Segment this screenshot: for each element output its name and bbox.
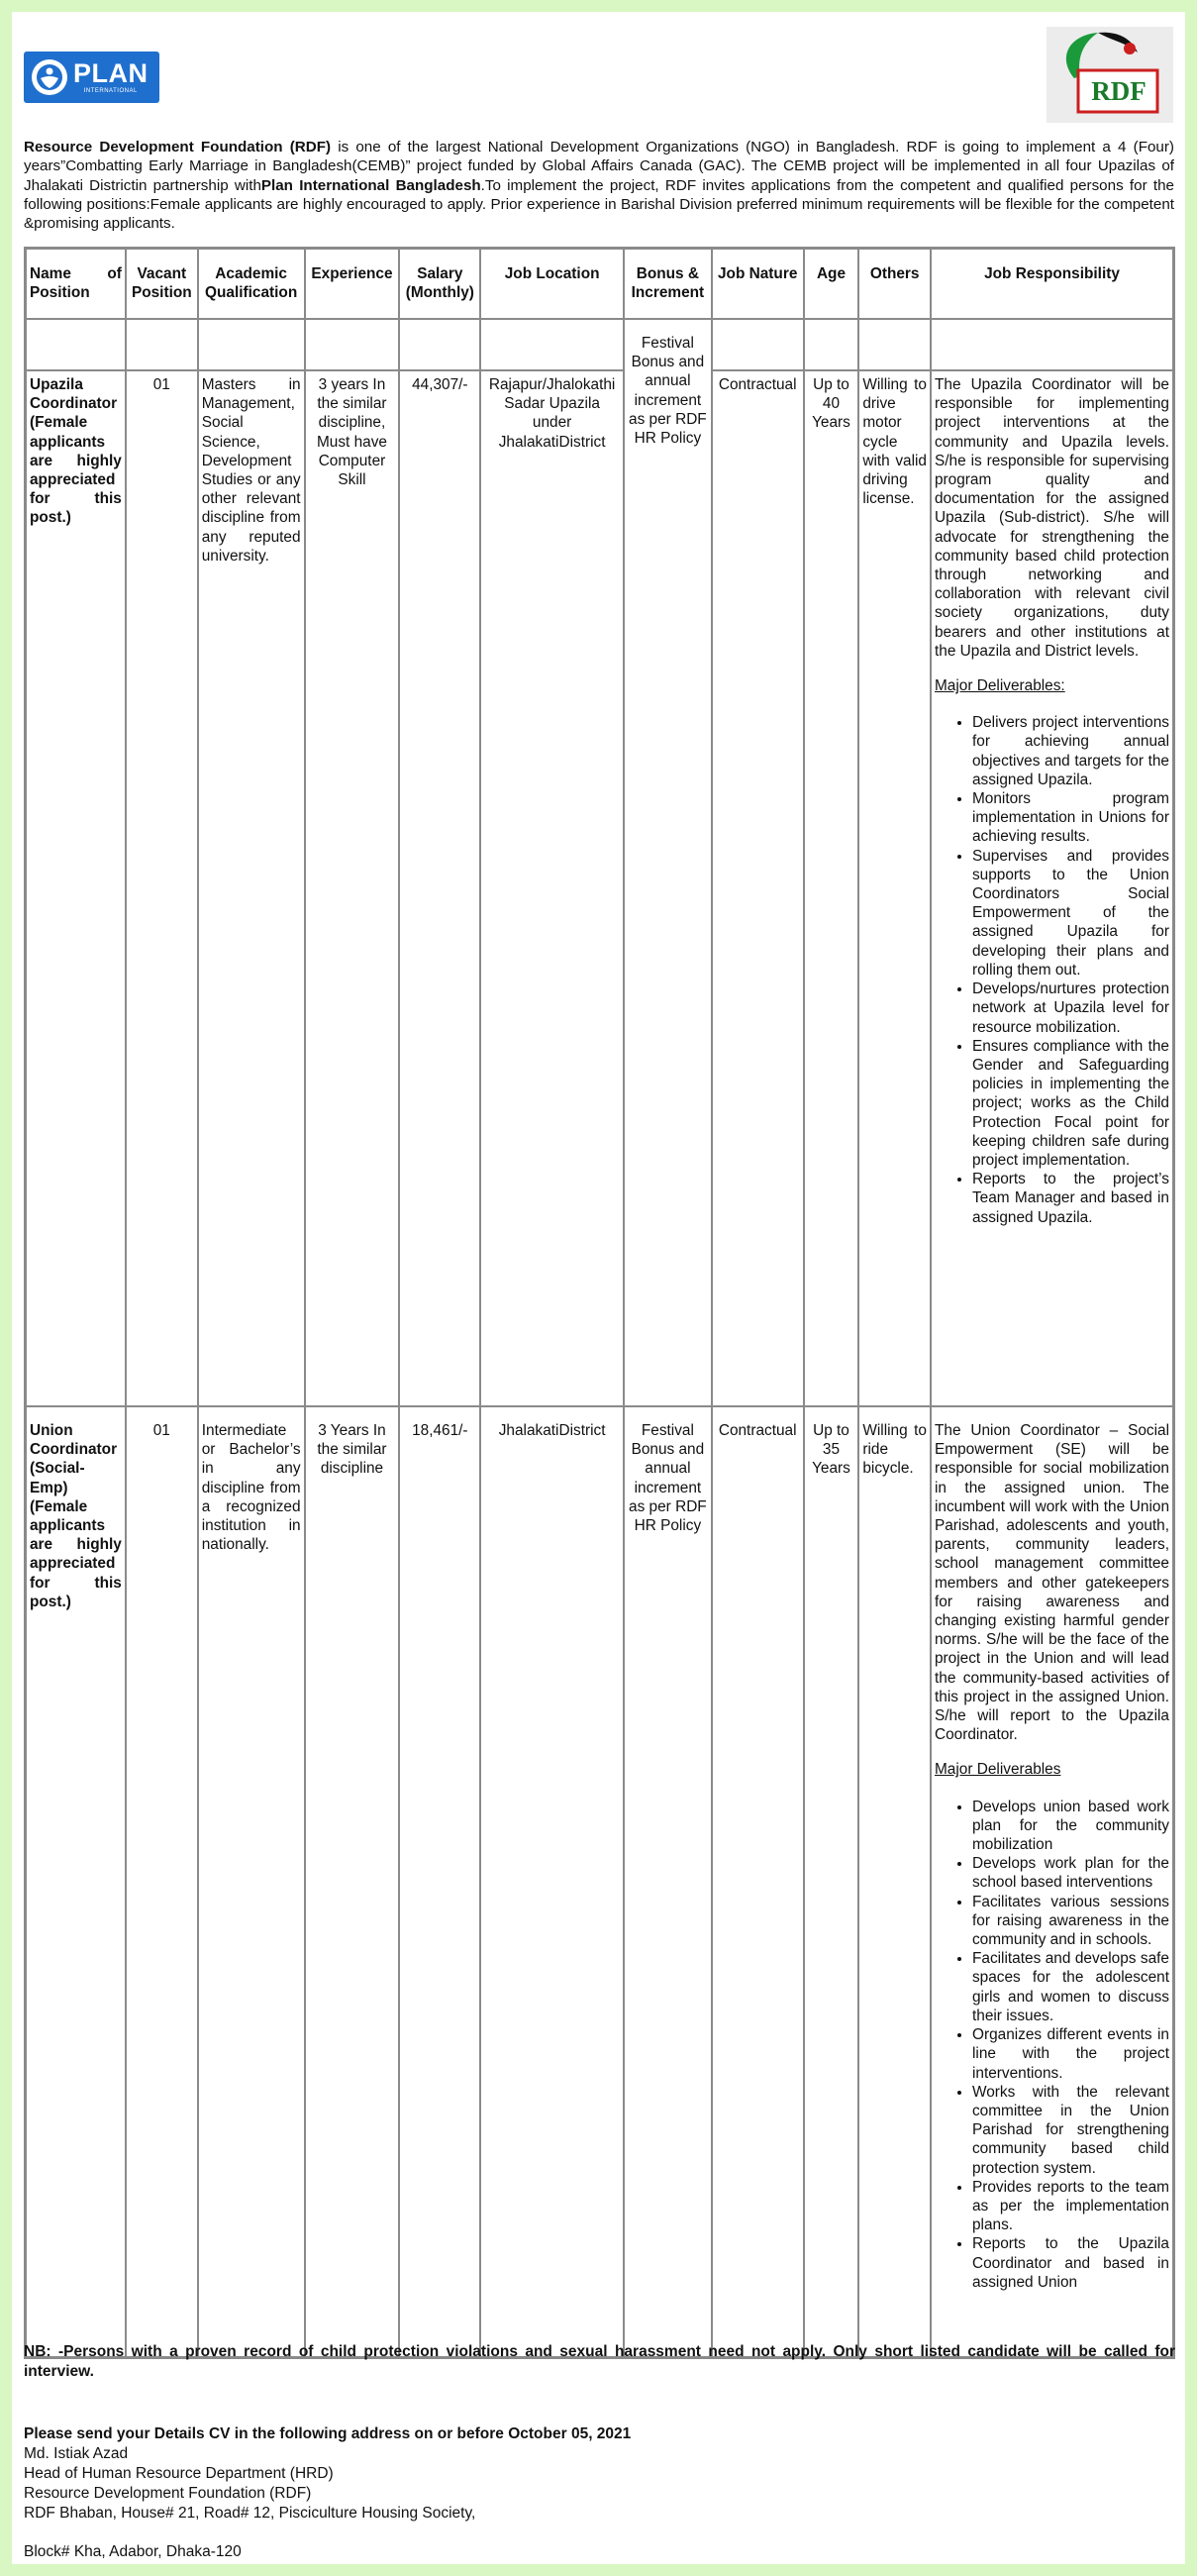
deliverable-item: • Develops work plan for the school based interventions [972,1854,1169,1892]
rdf-logo [1047,27,1173,123]
plan-logo-sub: INTERNATIONAL [83,88,138,94]
plan-logo-name: PLAN [73,58,149,88]
academic-qualification: Intermediate or Bachelor’s in any discipline from a recognized institution in nationally. [198,1406,305,2357]
contact-line: Head of Human Resource Department (HRD) [24,2465,334,2482]
header-experience: Experience [305,249,400,319]
responsibility-summary: The Union Coordinator – Social Empowerment (SE) will be responsible for social mobilization in the assigned union. The incumbent will work with the Union Parishad, adolescents and youth, parents, community leaders, school management committee members and other gatekeepers for raising awareness and changing existing harmful gender norms. S/he will be the face of the project in the Union and will lead the community-based activities of this project in the assigned Union. S/he will report to the Upazila Coordinator. [934,1422,1169,1744]
contact-line: Md. Istiak Azad [24,2445,129,2462]
age-limit: Up to 40 Years [804,370,859,1406]
deliverable-item: • Organizes different events in line with the project interventions. [972,2025,1169,2083]
header-academic-qualification: Academic Qualification [198,249,305,319]
experience: 3 Years In the similar discipline [305,1406,400,2357]
job-responsibility [931,370,1173,1406]
intro-paragraph [24,138,1174,233]
contact-line: RDF Bhaban, House# 21, Road# 12, Pisciculture Housing Society, [24,2505,476,2522]
job-location: Rajapur/Jhalokathi Sadar Upazila under JhalakatiDistrict [480,370,624,1406]
deliverable-item: • Develops union based work plan for the community mobilization [972,1798,1169,1855]
header-job-location: Job Location [480,249,624,319]
other-requirements: Willing to drive motor cycle with valid driving license. [858,370,931,1406]
rdf-logo-text: RDF [1091,76,1147,106]
deliverables-list [935,1798,1169,2292]
job-responsibility [931,1406,1173,2357]
header-salary: Salary (Monthly) [399,249,480,319]
deliverable-item: • Facilitates and develops safe spaces for the adolescent girls and women to discuss their issues. [972,1949,1169,2025]
table-row [26,370,1173,1406]
deliverable-item: • Delivers project interventions for achieving annual objectives and targets for the assigned Upazila. [972,713,1169,789]
application-instruction: Please send your Details CV in the following address on or before October 05, 2021 [24,2425,632,2442]
plan-international-logo [24,52,159,103]
age-limit: Up to 35 Years [804,1406,859,2357]
header-vacant-position: Vacant Position [126,249,198,319]
deliverables-list [935,713,1169,1226]
responsibility-summary: The Upazila Coordinator will be responsible for implementing project interventions at the community and Upazila levels. S/he is responsible for supervising program quality and documentation for the assigned Upazila (Sub-district). S/he will advocate for strengthening the community based child protection through networking and collaboration with relevant civil society organizations, duty bearers and other institutions at the Upazila and District levels. [934,376,1169,660]
bonus-increment: Festival Bonus and annual increment as per RDF HR Policy [624,1406,712,2357]
vacant-count: 01 [126,370,198,1406]
intro-org-name: Resource Development Foundation (RDF) [24,139,332,155]
header-bonus-increment: Bonus & Increment [624,249,712,319]
deliverables-heading: Major Deliverables [934,1761,1061,1779]
position-union-coordinator: Union Coordinator (Social-Emp) (Female applicants are highly appreciated for this post.) [26,1406,126,2357]
nb-note: NB: -Persons with a proven record of child protection violations and sexual harassment need not apply. Only short listed candidate will be called for interview. [24,2343,1175,2380]
deliverables-heading: Major Deliverables: [934,677,1065,695]
deliverable-item: • Ensures compliance with the Gender and Safeguarding policies in implementing the project; works as the Child Protection Focal point for keeping children safe during project implementation. [972,1037,1169,1170]
deliverable-item: • Provides reports to the team as per the implementation plans. [972,2178,1169,2235]
deliverable-item: • Develops/nurtures protection network at Upazila level for resource mobilization. [972,979,1169,1037]
vacant-count: 01 [126,1406,198,2357]
table-header-row [26,249,1173,319]
job-location: JhalakatiDistrict [480,1406,624,2357]
plan-emblem-icon [32,59,67,95]
intro-partner-name: Plan International Bangladesh [260,176,481,194]
deliverable-item: • Reports to the Upazila Coordinator and based in assigned Union [972,2234,1169,2292]
other-requirements: Willing to ride bicycle. [858,1406,931,2357]
header-others: Others [858,249,931,319]
position-upazila-coordinator: Upazila Coordinator (Female applicants are highly appreciated for this post.) [26,370,126,1406]
job-nature: Contractual [712,1406,804,2357]
job-nature: Contractual [712,370,804,1406]
deliverable-item: • Works with the relevant committee in the Union Parishad for strengthening community based child protection system. [972,2083,1169,2178]
table-row [26,1406,1173,2357]
header-age: Age [804,249,859,319]
contact-line: Block# Kha, Adabor, Dhaka-120 [24,2543,242,2560]
header-job-responsibility: Job Responsibility [931,249,1173,319]
contact-block [24,2424,1175,2562]
header-name-of-position: Name of Position [26,249,126,319]
deliverable-item: • Facilitates various sessions for raising awareness in the community and in schools. [972,1893,1169,1950]
salary: 18,461/- [399,1406,480,2357]
contact-line: Resource Development Foundation (RDF) [24,2485,312,2502]
intro-text-part2: .To implement the project, RDF invites applications from the competent and qualified persons for the following positions:Female applicants are highly encouraged to apply. Prior experience in Barishal Division preferred minimum requirements will be flexible for the competent &promising applicants. [24,176,1174,233]
header-job-nature: Job Nature [712,249,804,319]
advertisement-page [12,12,1185,2564]
academic-qualification: Masters in Management, Social Science, Development Studies or any other relevant discipline from any reputed university. [198,370,305,1406]
intro-text-part1: is one of the largest National Development Organizations (NGO) in Bangladesh. RDF is going to implement a 4 (Four) years”Combatting Early Marriage in Bangladesh(CEMB)” project funded by Global Affairs Canada (GAC). The CEMB project will be implemented in all four Upazilas of Jhalakati Districtin partnership with [24,139,1174,194]
experience: 3 years In the similar discipline, Must have Computer Skill [305,370,400,1406]
deliverable-item: • Monitors program implementation in Unions for achieving results. [972,789,1169,847]
deliverable-item: • Supervises and provides supports to the Union Coordinators Social Empowerment of the assigned Upazila for developing their plans and rolling them out. [972,847,1169,979]
salary: 44,307/- [399,370,480,1406]
deliverable-item: • Reports to the project’s Team Manager and based in assigned Upazila. [972,1170,1169,1227]
bonus-cell-upazila: Festival Bonus and annual increment as per RDF HR Policy [624,319,712,1406]
table-spacer-row [26,319,1173,370]
job-table [24,247,1175,2359]
